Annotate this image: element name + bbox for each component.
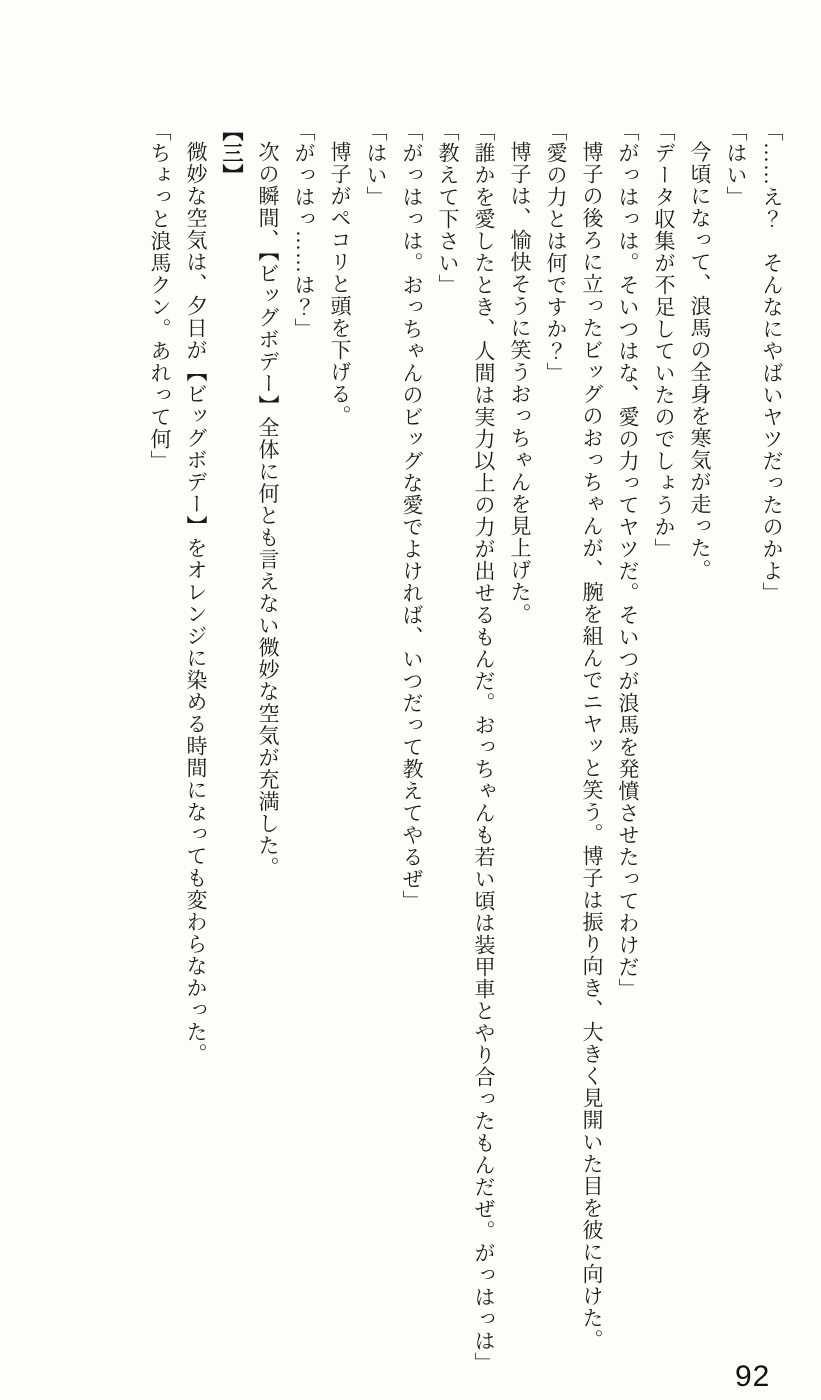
narration-line: 博子は、愉快そうに笑うおっちゃんを見上げた。	[508, 141, 532, 625]
narration-line: 微妙な空気は、夕日が【ビッグボデー】をオレンジに染める時間になっても変わらなかった。	[184, 141, 208, 1065]
dialogue-line: 「はい」	[364, 120, 388, 208]
dialogue-line: 「誰かを愛したとき、人間は実力以上の力が出せるもんだ。おっちゃんも若い頃は装甲車とやり合ったもんだぜ。がっはっは」	[472, 120, 496, 1374]
narration-line: 博子の後ろに立ったビッグのおっちゃんが、腕を組んでニヤッと笑う。博子は振り向き、大きく見開いた目を彼に向けた。	[580, 141, 604, 1351]
dialogue-line: 「教えて下さい」	[436, 120, 460, 296]
dialogue-line: 「データ収集が不足していたのでしょうか」	[652, 120, 676, 560]
dialogue-line: 「がっはっは。そいつはな、愛の力ってヤツだ。そいつが浪馬を発憤させたってわけだ」	[616, 120, 640, 1000]
narration-line: 今頃になって、浪馬の全身を寒気が走った。	[688, 141, 712, 581]
dialogue-line: 「はい」	[724, 120, 748, 208]
page-text	[142, 120, 790, 1392]
page-number: 92	[735, 1360, 771, 1393]
dialogue-line: 「愛の力とは何ですか？」	[544, 120, 568, 384]
dialogue-line: 「がっはっは。おっちゃんのビッグな愛でよければ、いつだって教えてやるぜ」	[400, 120, 424, 912]
dialogue-line: 「がっはっ……は？」	[292, 120, 316, 340]
narration-line: 次の瞬間、【ビッグボデー】全体に何とも言えない微妙な空気が充満した。	[256, 141, 280, 879]
narration-line: 博子がペコリと頭を下げる。	[328, 141, 352, 427]
dialogue-line: 「ちょっと浪馬クン。あれって何」	[148, 120, 172, 472]
section-heading: 【三】	[220, 120, 244, 186]
dialogue-line: 「……え？ そんなにやばいヤツだったのかよ」	[760, 120, 784, 604]
